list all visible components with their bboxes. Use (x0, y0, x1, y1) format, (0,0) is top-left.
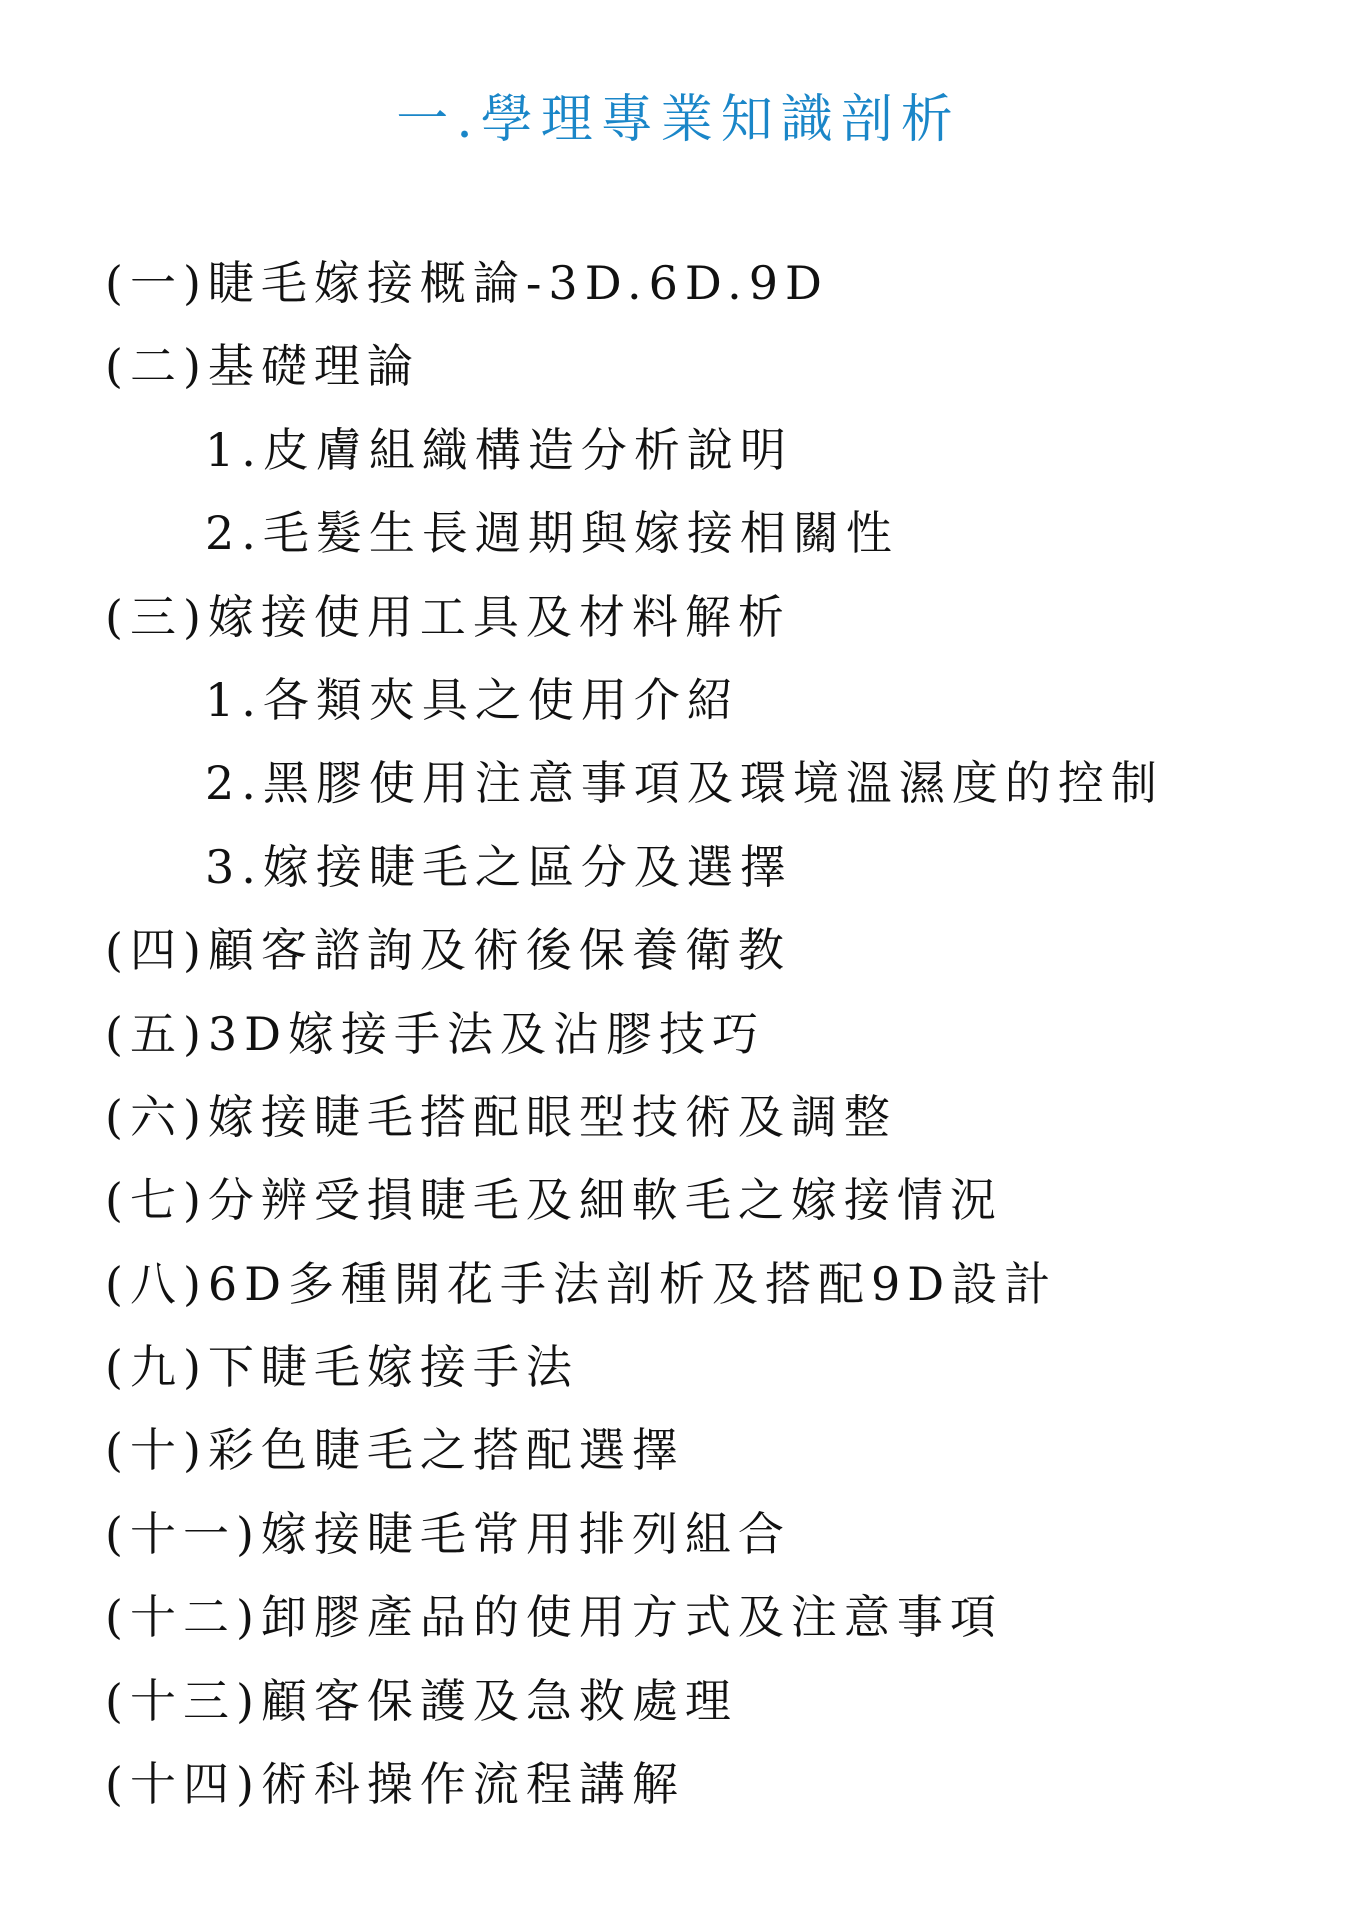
outline-item: (六)嫁接睫毛搭配眼型技術及調整 (105, 1089, 897, 1144)
outline-item: (十二)卸膠產品的使用方式及注意事項 (105, 1590, 1003, 1645)
course-outline (105, 242, 1164, 1826)
outline-item: (四)顧客諮詢及術後保養衛教 (105, 923, 791, 978)
outline-item: (七)分辨受損睫毛及細軟毛之嫁接情況 (105, 1173, 1003, 1228)
outline-item: (一)睫毛嫁接概論-3D.6D.9D (105, 256, 829, 310)
outline-subitem: 3.嫁接睫毛之區分及選擇 (205, 839, 793, 894)
outline-subitem: 1.皮膚組織構造分析說明 (205, 422, 793, 477)
outline-item: (三)嫁接使用工具及材料解析 (105, 589, 791, 644)
outline-subitem: 2.毛髮生長週期與嫁接相關性 (205, 506, 899, 561)
outline-subitem: 1.各類夾具之使用介紹 (205, 672, 740, 727)
outline-item: (五)3D嫁接手法及沾膠技巧 (105, 1006, 766, 1061)
outline-item: (二)基礎理論 (105, 339, 420, 394)
outline-item: (十)彩色睫毛之搭配選擇 (105, 1423, 685, 1478)
outline-item: (十四)術科操作流程講解 (105, 1757, 685, 1812)
page-title: 一.學理專業知識剖析 (396, 90, 961, 150)
outline-item: (八)6D多種開花手法剖析及搭配9D設計 (105, 1256, 1058, 1311)
outline-item: (十一)嫁接睫毛常用排列組合 (105, 1506, 791, 1561)
outline-item: (十三)顧客保護及急救處理 (105, 1673, 738, 1728)
outline-item: (九)下睫毛嫁接手法 (105, 1340, 579, 1395)
outline-subitem: 2.黑膠使用注意事項及環境溫濕度的控制 (205, 756, 1164, 811)
